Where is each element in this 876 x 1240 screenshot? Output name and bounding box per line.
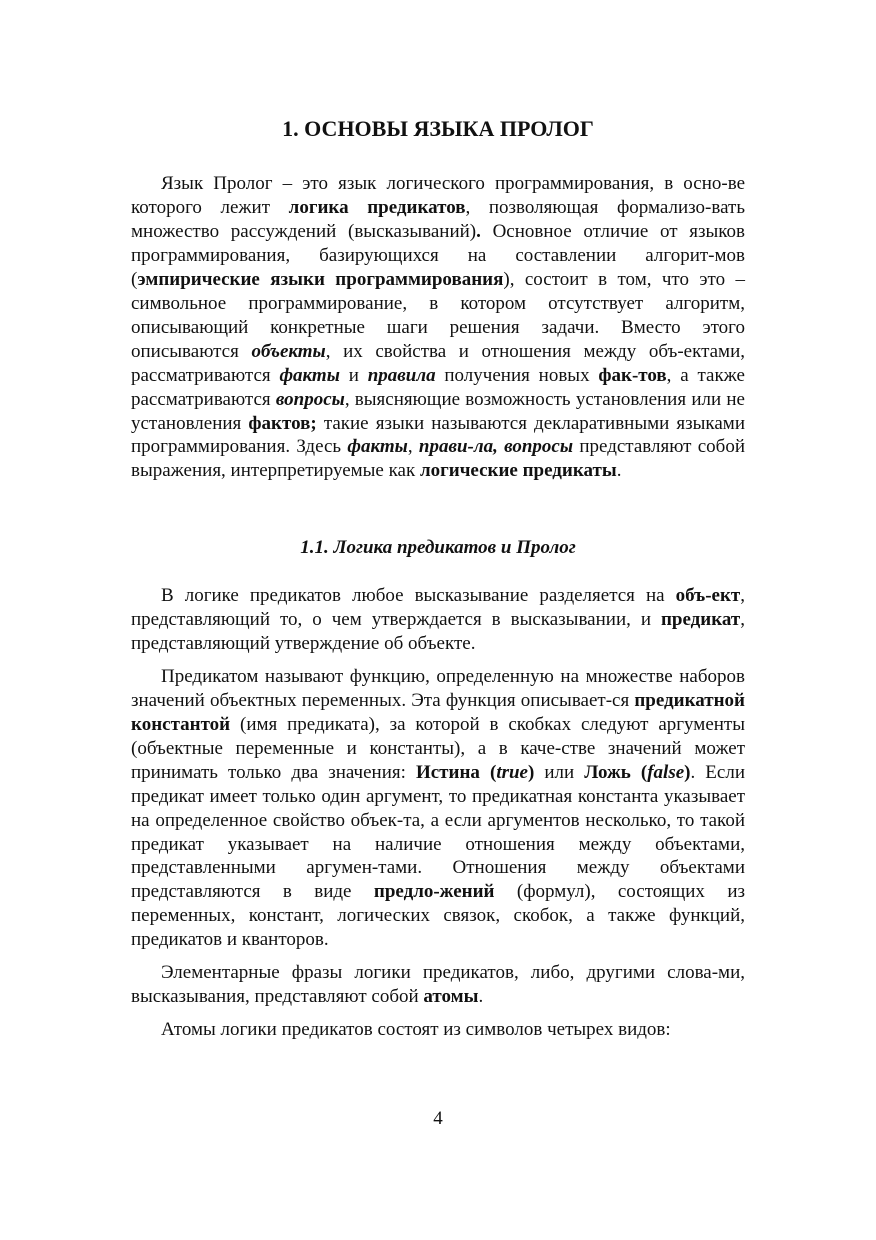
emphasis-text: факты (279, 364, 340, 386)
emphasis-text: предикатной константой (131, 689, 745, 735)
chapter-title: 1. ОСНОВЫ ЯЗЫКА ПРОЛОГ (282, 116, 594, 141)
emphasis-text: ) (528, 761, 535, 783)
paragraph-predicate-definition: Предикатом называют функцию, определенную на множестве наборов значений объектных переменных. Эта функция описывает-ся предикатной константой (имя предиката), за которой в скобках следуют аргументы (объектные переменные и константы), а в каче-стве значений может принимать только два значения: Истина (true) или Ложь (false). Если предикат имеет только один аргумент, то предикатная константа указывает на определенное свойство объек-та, а если аргументов несколько, то такой предикат указывает на наличие отношения между объектами, представленными аргумен-тами. Отношения между объектами представляются в виде предло-жений (формул), состоящих из переменных, констант, логических связок, скобок, а также функций, предикатов и кванторов. (131, 665, 745, 951)
emphasis-text: true (496, 761, 528, 783)
emphasis-text: предло-жений (373, 881, 495, 903)
emphasis-text: . (476, 220, 481, 242)
emphasis-text: фак-тов (598, 364, 667, 386)
emphasis-text: объекты (251, 340, 326, 362)
paragraph-object-predicate: В логике предикатов любое высказывание разделяется на объ-ект, представляющий то, о чем утверждается в высказывании, и предикат, представляющий утверждение об объекте. (131, 585, 745, 654)
paragraph-atom-symbols: Атомы логики предикатов состоят из символов четырех видов: (161, 1019, 671, 1041)
emphasis-text: прави-ла, вопросы (418, 436, 574, 458)
section-body (131, 584, 745, 1051)
emphasis-text: фактов; (248, 412, 317, 434)
emphasis-text: объ-ект (675, 585, 741, 606)
emphasis-text: логика предикатов (288, 196, 466, 218)
emphasis-text: ) (684, 761, 691, 783)
emphasis-text: правила (367, 364, 436, 386)
emphasis-text: false (647, 761, 685, 783)
emphasis-text: Ложь ( (584, 761, 648, 783)
emphasis-text: атомы (423, 986, 479, 1008)
emphasis-text: вопросы (275, 388, 345, 410)
intro-paragraph: Язык Пролог – это язык логического программирования, в осно-ве которого лежит логика предикатов, позволяющая формализо-вать множество рассуждений (высказываний). Основное отличие от языков программирования, базирующихся на составлении алгорит-мов (эмпирические языки программирования), состоит в том, что это – символьное программирование, в котором отсутствует алгоритм, описывающий конкретные шаги решения задачи. Вместо этого описываются объекты, их свойства и отношения между объ-ектами, рассматриваются факты и правила получения новых фак-тов, а также рассматриваются вопросы, выясняющие возможность установления или не установления фактов; такие языки называются декларативными языками программирования. Здесь факты, прави-ла, вопросы представляют собой выражения, интерпретируемые как логические предикаты. (131, 173, 746, 482)
intro-block (131, 172, 745, 492)
emphasis-text: эмпирические языки программирования (137, 268, 504, 290)
paragraph-atoms: Элементарные фразы логики предикатов, либо, другими слова-ми, высказывания, представляют собой атомы. (131, 962, 745, 1008)
emphasis-text: логические предикаты (419, 460, 617, 482)
emphasis-text: факты (347, 436, 408, 458)
emphasis-text: Истина ( (415, 761, 497, 783)
section-title: 1.1. Логика предикатов и Пролог (300, 537, 576, 558)
emphasis-text: предикат (660, 608, 741, 630)
page-number: 4 (433, 1108, 443, 1129)
